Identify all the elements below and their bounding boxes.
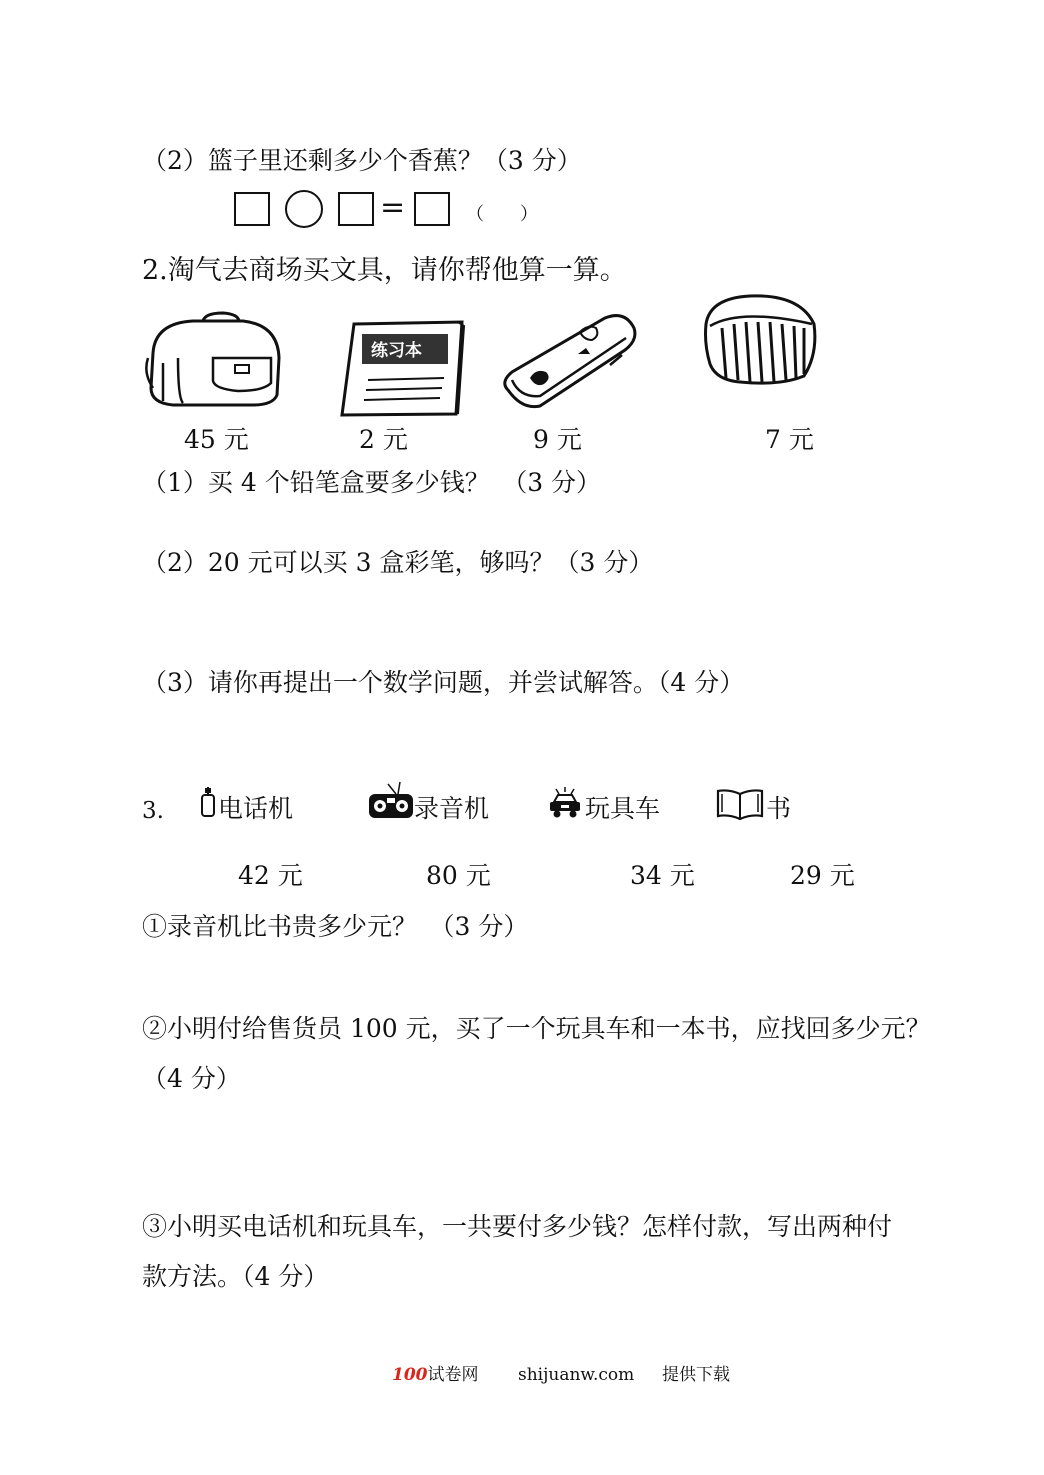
footer-logo-number: 100 bbox=[392, 1365, 428, 1385]
q3-sub3-line1: ③小明买电话机和玩具车，一共要付多少钱？怎样付款，写出两种付 bbox=[142, 1212, 893, 1241]
q2-sub2: （2）20 元可以买 3 盒彩笔，够吗？（3 分） bbox=[142, 548, 654, 577]
radio-recorder-icon bbox=[368, 782, 414, 820]
q1-part2-question: （2）篮子里还剩多少个香蕉？（3 分） bbox=[142, 146, 582, 175]
q3-sub1: ①录音机比书贵多少元？ （3 分） bbox=[142, 912, 529, 941]
book-icon bbox=[715, 788, 765, 820]
equals-sign: = bbox=[380, 190, 406, 225]
pencil-case-icon bbox=[500, 310, 640, 410]
backpack-price: 45 元 bbox=[184, 425, 249, 454]
q3-sub2-line1: ②小明付给售货员 100 元，买了一个玩具车和一本书，应找回多少元？ bbox=[142, 1014, 931, 1043]
notebook-label: 练习本 bbox=[371, 341, 422, 361]
q2-sub1: （1）买 4 个铅笔盒要多少钱？ （3 分） bbox=[142, 468, 602, 497]
footer-logo-text: 试卷网 bbox=[427, 1365, 479, 1385]
q3-sub2-line2: （4 分） bbox=[142, 1064, 241, 1093]
toy-car-label: 玩具车 bbox=[585, 794, 661, 823]
footer-site[interactable]: shijuanw.com bbox=[518, 1365, 635, 1385]
radio-recorder-label: 录音机 bbox=[414, 794, 490, 823]
answer-box-2[interactable] bbox=[338, 192, 374, 226]
footer-provide: 提供下载 bbox=[662, 1365, 730, 1385]
toy-car-icon bbox=[548, 786, 582, 820]
telephone-label: 电话机 bbox=[218, 794, 294, 823]
operator-circle[interactable] bbox=[285, 190, 323, 228]
book-label: 书 bbox=[766, 794, 792, 823]
toy-car-price: 34 元 bbox=[630, 861, 695, 890]
notebook-price: 2 元 bbox=[359, 425, 408, 454]
footer-logo bbox=[392, 1360, 479, 1390]
telephone-icon bbox=[200, 786, 216, 818]
unit-blank[interactable]: （ ） bbox=[466, 204, 538, 225]
q2-sub3: （3）请你再提出一个数学问题，并尝试解答。（4 分） bbox=[142, 668, 745, 697]
crayon-box-icon bbox=[700, 294, 820, 388]
pencil-case-price: 9 元 bbox=[533, 425, 582, 454]
q3-number: 3. bbox=[142, 798, 164, 824]
answer-box-1[interactable] bbox=[234, 192, 270, 226]
telephone-price: 42 元 bbox=[238, 861, 303, 890]
q3-sub3-line2: 款方法。（4 分） bbox=[142, 1262, 329, 1291]
radio-recorder-price: 80 元 bbox=[426, 861, 491, 890]
backpack-icon bbox=[143, 313, 285, 408]
notebook-icon bbox=[340, 318, 466, 418]
answer-box-3[interactable] bbox=[414, 192, 450, 226]
book-price: 29 元 bbox=[790, 861, 855, 890]
crayon-box-price: 7 元 bbox=[765, 425, 814, 454]
q2-title: 2.淘气去商场买文具，请你帮他算一算。 bbox=[142, 255, 627, 286]
